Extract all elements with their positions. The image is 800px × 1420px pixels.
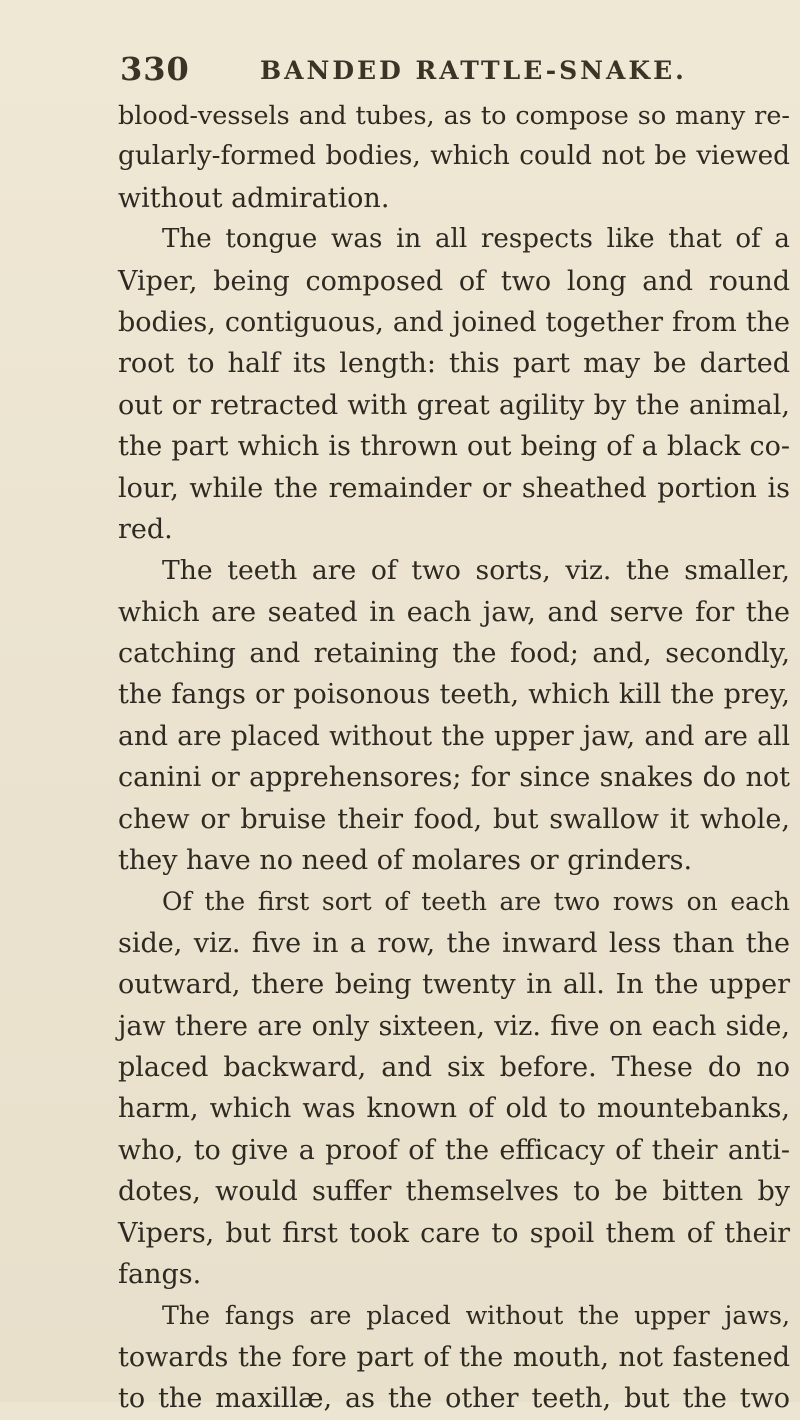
text-line: the fangs or poisonous teeth, which kill the prey, <box>118 679 790 711</box>
text-line: catching and retaining the food; and, secondly, <box>118 638 790 670</box>
text-line: dotes, would suffer themselves to be bitten by <box>118 1176 790 1208</box>
text-line: they have no need of molares or grinders. <box>118 845 693 877</box>
text-line: lour, while the remainder or sheathed portion is <box>118 472 790 504</box>
text-line: jaw there are only sixteen, viz. five on each side, <box>118 1010 790 1042</box>
text-line: and are placed without the upper jaw, and are all <box>118 720 790 752</box>
text-line: harm, which was known of old to mountebanks, <box>118 1093 790 1125</box>
text-line: who, to give a proof of the efficacy of their anti- <box>118 1134 790 1166</box>
text-line: bodies, contiguous, and joined together from the <box>118 306 790 338</box>
text-line: red. <box>118 513 173 545</box>
text-line: Vipers, but first took care to spoil them of their <box>118 1217 790 1249</box>
page-header <box>120 50 760 100</box>
text-line: the part which is thrown out being of a black co- <box>118 431 790 463</box>
text-line: Viper, being composed of two long and round <box>118 265 790 297</box>
running-head: BANDED RATTLE-SNAKE. <box>260 56 687 85</box>
text-line: outward, there being twenty in all. In the upper <box>118 969 790 1001</box>
body-text <box>118 95 790 1420</box>
text-line: The tongue was in all respects like that of a <box>162 224 790 255</box>
text-line: out or retracted with great agility by the animal, <box>118 389 790 421</box>
text-line: The fangs are placed without the upper jaws, <box>162 1301 790 1331</box>
text-line: blood-vessels and tubes, as to compose so many re- <box>118 100 790 130</box>
text-line: gularly-formed bodies, which could not be viewed <box>118 141 790 172</box>
text-line: The teeth are of two sorts, viz. the smaller, <box>162 555 790 587</box>
text-line: chew or bruise their food, but swallow it whole, <box>118 803 790 835</box>
text-line: fangs. <box>118 1258 202 1290</box>
page-number: 330 <box>120 50 190 88</box>
text-line: placed backward, and six before. These do no <box>118 1051 790 1083</box>
text-line: to the maxillæ, as the other teeth, but the two <box>118 1383 790 1415</box>
text-line: canini or apprehensores; for since snakes do not <box>118 762 790 794</box>
text-line: which are seated in each jaw, and serve for the <box>118 596 790 628</box>
text-line: towards the fore part of the mouth, not fastened <box>118 1341 790 1373</box>
text-line: side, viz. five in a row, the inward less than the <box>118 927 790 959</box>
text-line: without admiration. <box>118 182 390 214</box>
text-line: Of the first sort of teeth are two rows on each <box>162 887 790 917</box>
text-line: root to half its length: this part may be darted <box>118 348 790 380</box>
